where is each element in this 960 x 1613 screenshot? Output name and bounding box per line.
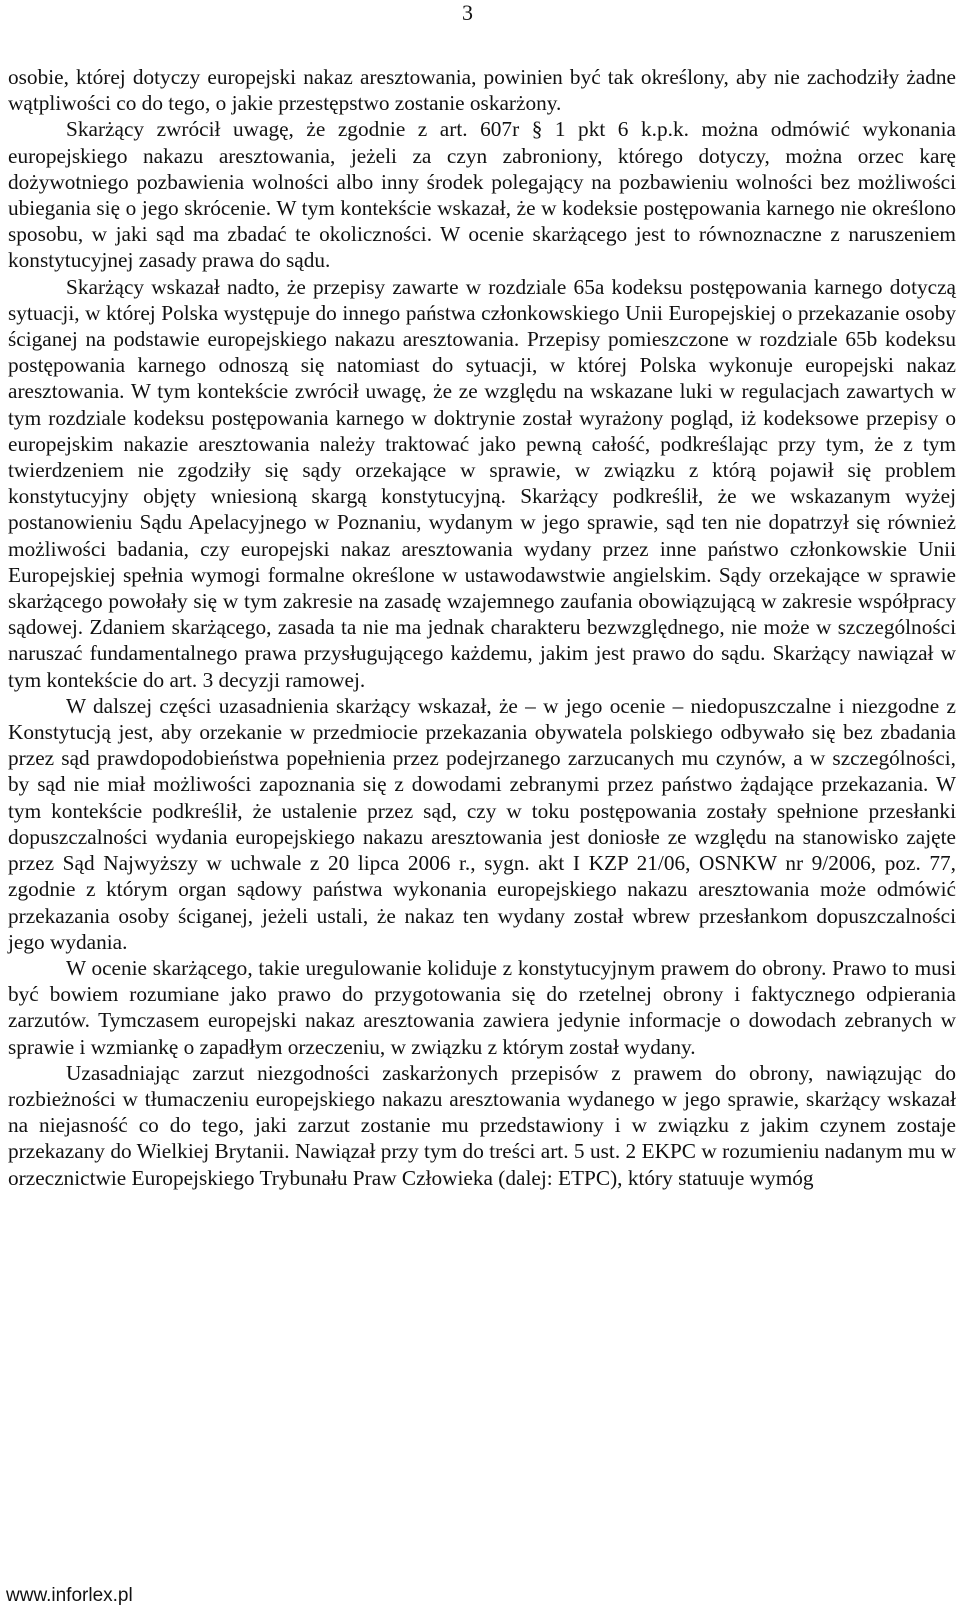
page-number: 3 (462, 0, 473, 25)
paragraph: Skarżący wskazał nadto, że przepisy zawarte w rozdziale 65a kodeksu postępowania karnego dotyczą sytuacji, w której Polska występuje do innego państwa członkowskiego Unii Europejskiej o przekazanie osoby ściganej na podstawie europejskiego nakazu aresztowania. Przepisy pomieszczone w rozdziale 65b kodeksu postępowania karnego odnoszą się natomiast do sytuacji, w której Polska wykonuje europejski nakaz aresztowania. W tym kontekście zwrócił uwagę, że ze względu na wskazane luki w regulacjach zawartych w tym rozdziale kodeksu postępowania karnego w doktrynie został wyrażony pogląd, iż kodeksowe przepisy o europejskim nakazie aresztowania należy traktować jako pewną całość, podkreślając przy tym, że z tym twierdzeniem nie zgodziły się sądy orzekające w sprawie, w związku z którą pojawił się problem konstytucyjny objęty wniesioną skargą konstytucyjną. Skarżący podkreślił, że we wskazanym wyżej postanowieniu Sądu Apelacyjnego w Poznaniu, wydanym w jego sprawie, sąd ten nie dopatrzył się również możliwości badania, czy europejski nakaz aresztowania wydany przez inne państwo członkowskie Unii Europejskiej spełnia wymogi formalne określone w ustawodawstwie angielskim. Sądy orzekające w sprawie skarżącego powołały się w tym zakresie na zasadę wzajemnego zaufania obowiązującą w zakresie współpracy sądowej. Zdaniem skarżącego, zasada ta nie ma jednak charakteru bezwzględnego, nie może w szczególności naruszać fundamentalnego prawa przysługującego każdemu, jakim jest prawo do sądu. Skarżący nawiązał w tym kontekście do art. 3 decyzji ramowej. (8, 274, 956, 692)
paragraph: osobie, której dotyczy europejski nakaz aresztowania, powinien być tak określony, aby nie zachodziły żadne wątpliwości co do tego, o jakie przestępstwo zostanie oskarżony. (8, 65, 956, 116)
paragraph: W dalszej części uzasadnienia skarżący wskazał, że – w jego ocenie – niedopuszczalne i niezgodne z Konstytucją jest, aby orzekanie w przedmiocie przekazania obywatela polskiego odbywało się bez zbadania przez sąd prawdopodobieństwa popełnienia przez podejrzanego zarzucanych mu czynów, a w szczególności, by sąd nie miał możliwości zapoznania się z dowodami zebranymi przez państwo żądające przekazania. W tym kontekście podkreślił, że ustalenie przez sąd, czy w toku postępowania zostały spełnione przesłanki dopuszczalności wydania europejskiego nakazu aresztowania jest doniosłe ze względu na stanowisko zajęte przez Sąd Najwyższy w uchwale z 20 lipca 2006 r., sygn. akt I KZP 21/06, OSNKW nr 9/2006, poz. 77, zgodnie z którym organ sądowy państwa wykonania europejskiego nakazu aresztowania może odmówić przekazania osoby ściganej, jeżeli ustali, że nakaz ten wydany został wbrew przesłankom dopuszczalności jego wydania. (8, 693, 956, 954)
footer-url: www.inforlex.pl (6, 1585, 133, 1606)
paragraph: Skarżący zwrócił uwagę, że zgodnie z art. 607r § 1 pkt 6 k.p.k. można odmówić wykonania europejskiego nakazu aresztowania, jeżeli za czyn zabroniony, którego dotyczy, można orzec karę dożywotniego pozbawienia wolności albo inny środek polegający na pozbawieniu wolności bez możliwości ubiegania się o jego skrócenie. W tym kontekście wskazał, że w kodeksie postępowania karnego nie określono sposobu, w jaki sąd ma zbadać te okoliczności. W ocenie skarżącego jest to równoznaczne z naruszeniem konstytucyjnej zasady prawa do sądu. (8, 117, 956, 273)
document-body (8, 64, 956, 1191)
paragraph: W ocenie skarżącego, takie uregulowanie koliduje z konstytucyjnym prawem do obrony. Prawo to musi być bowiem rozumiane jako prawo do przygotowania się do rzetelnej obrony i faktycznego odpierania zarzutów. Tymczasem europejski nakaz aresztowania zawiera jedynie informacje o dowodach zebranych w sprawie i wzmiankę o zapadłym orzeczeniu, w związku z którym został wydany. (8, 955, 956, 1059)
paragraph: Uzasadniając zarzut niezgodności zaskarżonych przepisów z prawem do obrony, nawiązując do rozbieżności w tłumaczeniu europejskiego nakazu aresztowania wydanego w jego sprawie, skarżący wskazał na niejasność co do tego, jaki zarzut zostanie mu przedstawiony i w związku z jakim czynem zostaje przekazany do Wielkiej Brytanii. Nawiązał przy tym do treści art. 5 ust. 2 EKPC w rozumieniu nadanym mu w orzecznictwie Europejskiego Trybunału Praw Człowieka (dalej: ETPC), który statuuje wymóg (8, 1060, 956, 1190)
